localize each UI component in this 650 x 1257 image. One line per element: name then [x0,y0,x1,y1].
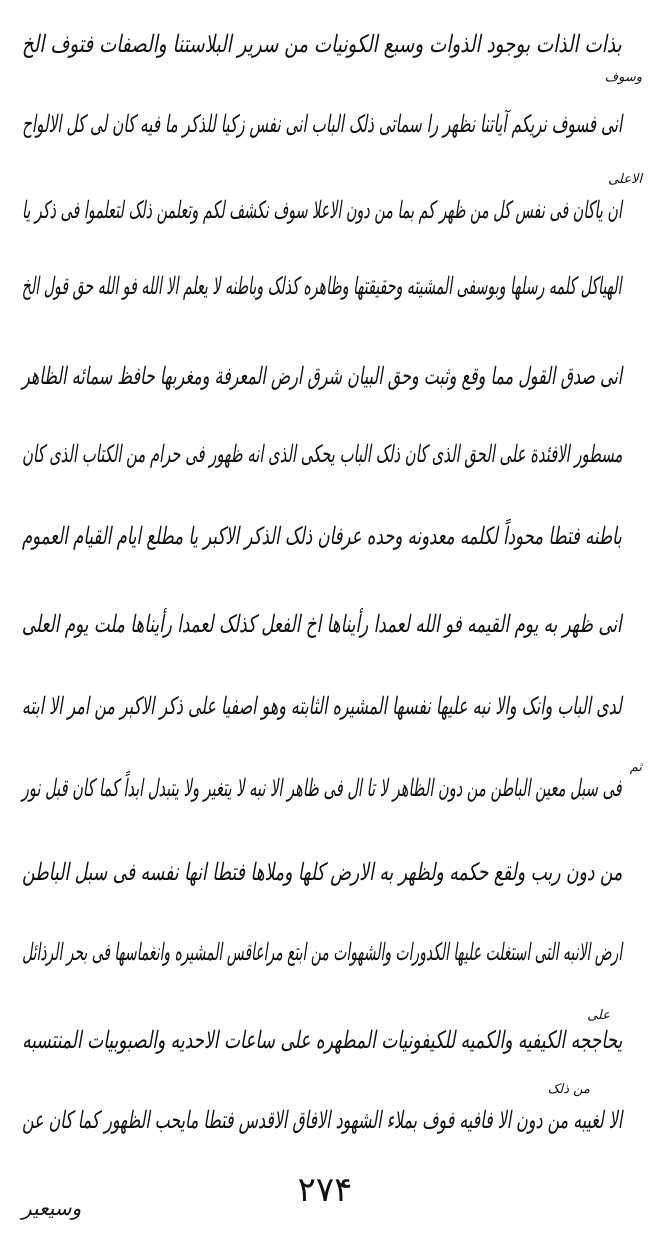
manuscript-line-7: باطنه فتطا محوداً لکلمه معدونه وحده عرفان ذلک الذکر الاکبر یا مطلع ایام القیام العموم [22,522,622,550]
manuscript-line-10: فی سبل معین الباطن من دون الظاهر لا تا ال فی ظاهر الا نبه لا یتغیر ولا یتبدل ابداً کما کان قبل نور [22,774,622,802]
margin-note-5: من ذلک [547,1082,590,1097]
manuscript-line-3: ان یاکان فی نفس کل من ظهر کم بما من دون الاعلا سوف نکشف لکم وتعلمن ذلک لتعلموا فی ذکر یا [22,196,622,224]
manuscript-line-2: انی فسوف نریکم آیاتنا نظهر را سماتی ذلک الباب انی نفس زکیا للذکر ما فیه کان لی کل الالواح [21,110,622,138]
manuscript-line-5: انی صدق القول مما وقع وثبت وحق البیان شرق ارض المعرفة ومغربها حافظ سمائه الظاهر [21,362,622,390]
manuscript-line-14: الا لغیبه من دون الا فافیه فوف بملاء الشهود الافاق الاقدس فتطا مایحب الظهور کما کان عن [21,1106,622,1134]
manuscript-line-6: مسطور الافئدة علی الحق الذی کان ذلک الباب یحکی الذی انه ظهور فی حرام من الکتاب الذی کان [21,440,622,468]
catchword: وسیعیر [22,1196,82,1220]
manuscript-line-13: یحاججه الکیفیه والکمیه للکیفونیات المطهره علی ساعات الاحدیه والصبوبیات المنتسبه [21,1026,622,1054]
margin-note-2: الاعلی [608,172,642,187]
page-number: ۲۷۴ [297,1170,353,1210]
margin-note-1: وسوف [604,70,642,85]
manuscript-line-1: بذات الذات بوجود الذوات وسبع الكونيات من سرير البلاستنا والصفات فتوف الخ [22,30,622,58]
manuscript-line-4: الهیاکل کلمه رسلها وبوسفی المشیته وحقیقتها وظاهره کذلک وباطنه لا یعلم الا الله فو الله حق قول الخ [22,272,622,300]
margin-note-4: علی [587,1008,610,1023]
margin-note-3: ثم [629,760,642,775]
manuscript-line-12: ارض الانبه التی استغلت علیها الکدورات والشهوات من ابتع مراعاقس المشیره وانغماسها فی بحر الرذائل [21,938,622,966]
manuscript-line-11: من دون ربب ولقع حکمه ولظهر به الارض کلها وملاها فتطا انها نفسه فی سبل الباطن [21,858,622,886]
manuscript-line-8: انی ظهر به یوم القیمه فو الله لعمدا رأیناها اخ الفعل کذلک لعمدا رأیناها ملت یوم العلی [22,610,622,638]
manuscript-line-9: لدی الباب وانک والا نبه علیها نفسها المشیره الثابته وهو اصفیا علی ذکر الاکبر من امر الا ابته [22,692,622,720]
